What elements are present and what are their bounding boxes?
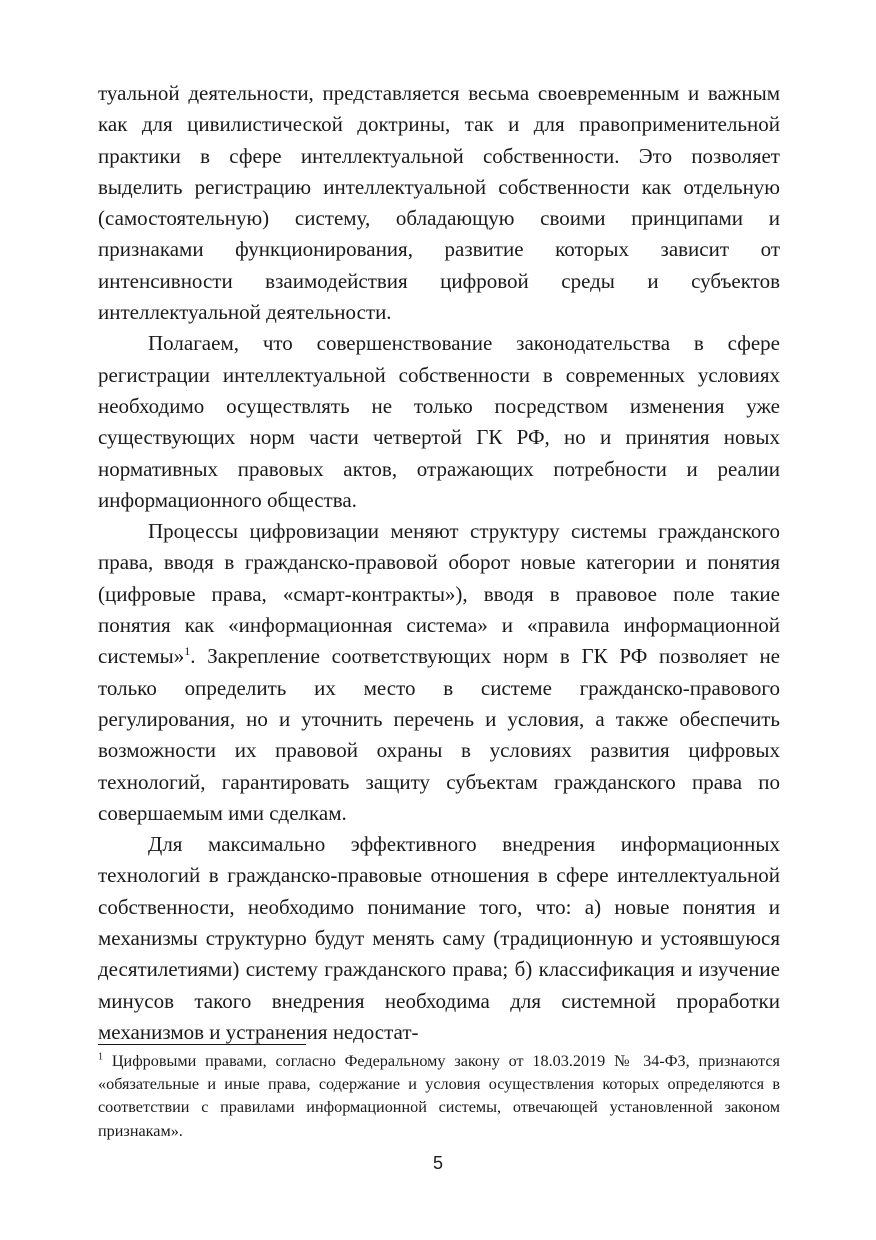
paragraph-3 <box>98 516 780 829</box>
footnote <box>98 1050 780 1143</box>
paragraph-1: туальной деятельности, представляется весьма своевременным и важным как для цивилистической доктрины, так и для правоприменительной практики в сфере интеллектуальной собственности. Это позволяет выделить регистрацию интеллектуальной собственности как отдельную (самостоятельную) систему, обладающую своими принципами и признаками функционирования, развитие которых зависит от интенсивности взаимодействия цифровой среды и субъектов интеллектуальной деятельности. <box>98 81 780 325</box>
footnote-number: 1 <box>98 1051 103 1063</box>
footnote-reference[interactable]: 1 <box>184 644 191 659</box>
footnote-divider <box>98 1044 306 1045</box>
page-number: 5 <box>432 1153 443 1173</box>
paragraph-3-after-ref: . Закрепление соответствующих норм в ГК РФ позволяет не только определить их место в системе гражданско-правового регулирования, но и уточнить перечень и условия, а также обеспечить возможности их правовой охраны в условиях развития цифровых технологий, гарантировать защиту субъектам гражданского права по совершаемым ими сделкам. <box>98 644 780 825</box>
page-body <box>98 78 780 1048</box>
paragraph-3-before-ref: Процессы цифровизации меняют структуру системы гражданского права, вводя в гражданско-правовой оборот новые категории и понятия (цифровые права, «смарт-контракты»), вводя в правовое поле такие понятия как «информационная система» и «правила информационной системы» <box>98 519 780 669</box>
footnote-text: Цифровыми правами, согласно Федеральному закону от 18.03.2019 № 34-ФЗ, признаются «обязательные и иные права, содержание и условия осуществления которых определяются в соответствии с правилами информационной системы, отвечающей установленной законом признакам». <box>98 1052 780 1140</box>
main-text <box>98 78 780 1048</box>
paragraph-2: Полагаем, что совершенствование законодательства в сфере регистрации интеллектуальной собственности в современных условиях необходимо осуществлять не только посредством изменения уже существующих норм части четвертой ГК РФ, но и принятия новых нормативных правовых актов, отражающих потребности и реалии информационного общества. <box>98 331 780 512</box>
paragraph-4: Для максимально эффективного внедрения информационных технологий в гражданско-правовые отношения в сфере интеллектуальной собственности, необходимо понимание того, что: а) новые понятия и механизмы структурно будут менять саму (традиционную и устоявшуюся десятилетиями) систему гражданского права; б) классификация и изучение минусов такого внедрения необходима для системной проработки механизмов и устранения недостат- <box>98 832 780 1044</box>
